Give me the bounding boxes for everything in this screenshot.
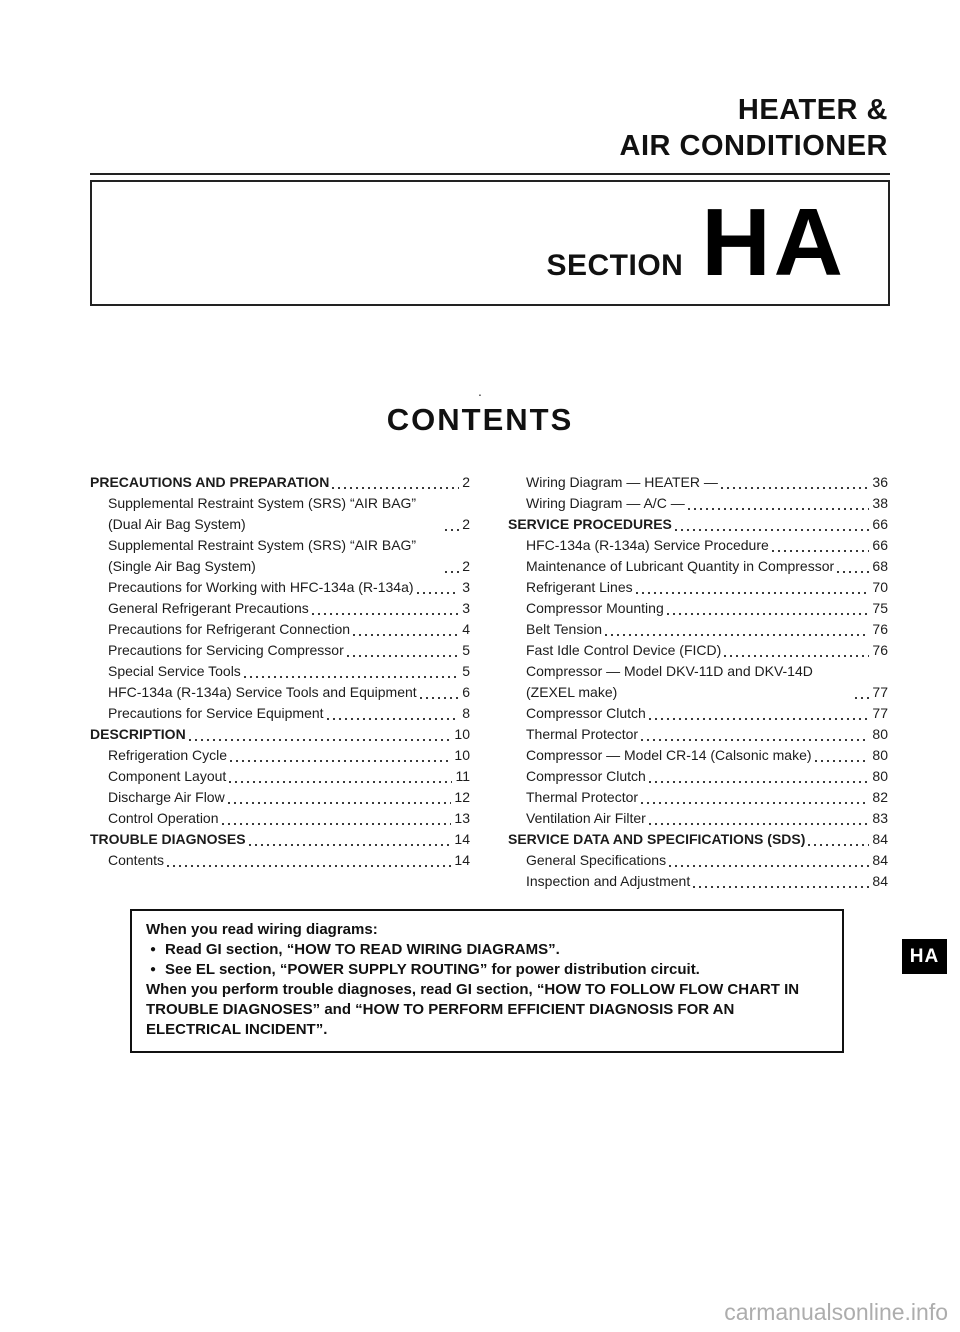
toc-entry-label: Fast Idle Control Device (FICD) <box>526 642 722 658</box>
toc-entry <box>508 724 888 745</box>
toc-entry <box>508 493 888 514</box>
toc-entry-label: HFC-134a (R-134a) Service Tools and Equipment <box>108 684 417 700</box>
bullet-icon: ● <box>150 944 157 955</box>
toc-leader-dots <box>230 760 451 762</box>
toc-entry-page: 76 <box>872 642 888 658</box>
toc-leader-dots <box>353 634 459 636</box>
toc-entry <box>508 640 888 661</box>
notice-text: When you perform trouble diagnoses, read GI section, “HOW TO FOLLOW FLOW CHART IN TROUBLE DIAGNOSES” and “HOW TO PERFORM EFFICIENT DIAGNOSIS FOR AN ELECTRICAL INCIDENT”. <box>146 981 800 1038</box>
toc-entry-page: 4 <box>462 621 470 637</box>
toc-column-left <box>90 472 470 892</box>
toc-entry-label: HFC-134a (R-134a) Service Procedure <box>526 537 769 553</box>
toc-leader-dots <box>347 655 459 657</box>
toc-leader-dots <box>675 529 870 531</box>
toc-entry <box>508 577 888 598</box>
section-box <box>90 180 890 306</box>
toc-leader-dots <box>772 550 870 552</box>
toc-entry-label: Special Service Tools <box>108 663 241 679</box>
notice-text: Read GI section, “HOW TO READ WIRING DIAGRAMS”. <box>165 941 560 958</box>
toc-leader-dots <box>724 655 869 657</box>
toc-leader-dots <box>815 760 870 762</box>
toc-entry-label: Compressor Mounting <box>526 600 664 616</box>
toc-entry <box>508 661 888 703</box>
toc-entry-label: Compressor Clutch <box>526 705 646 721</box>
toc-leader-dots <box>420 697 460 699</box>
section-tab: HA <box>902 939 947 974</box>
toc-entry-label: Precautions for Service Equipment <box>108 705 324 721</box>
toc-entry <box>90 703 470 724</box>
toc-entry-page: 80 <box>872 726 888 742</box>
toc-leader-dots <box>649 718 870 720</box>
toc-entry-page: 5 <box>462 642 470 658</box>
toc-entry <box>508 745 888 766</box>
toc-leader-dots <box>312 613 459 615</box>
toc-entry <box>508 598 888 619</box>
toc-entry-page: 84 <box>872 831 888 847</box>
toc-entry-label: DESCRIPTION <box>90 726 186 742</box>
toc-leader-dots <box>693 886 869 888</box>
toc-entry-label: Belt Tension <box>526 621 603 637</box>
toc-entry <box>90 682 470 703</box>
toc-leader-dots <box>721 487 870 489</box>
toc-entry-label: Precautions for Servicing Compressor <box>108 642 344 658</box>
toc-entry-page: 6 <box>462 684 470 700</box>
toc-column-right <box>508 472 888 892</box>
toc-leader-dots <box>417 592 460 594</box>
section-label: SECTION <box>546 249 684 282</box>
toc-entry <box>508 808 888 829</box>
toc-entry-label: Contents <box>108 852 165 868</box>
toc-leader-dots <box>445 571 459 573</box>
toc-entry <box>508 871 888 892</box>
toc-leader-dots <box>855 697 869 699</box>
toc-entry <box>90 766 470 787</box>
chapter-title-line2: AIR CONDITIONER <box>619 130 888 162</box>
table-of-contents <box>90 472 888 892</box>
toc-leader-dots <box>445 529 459 531</box>
toc-entry <box>508 829 888 850</box>
toc-entry <box>90 745 470 766</box>
toc-entry-label: SERVICE DATA AND SPECIFICATIONS (SDS) <box>508 831 806 847</box>
toc-entry-page: 76 <box>872 621 888 637</box>
section-title <box>546 188 846 298</box>
toc-entry <box>90 493 470 535</box>
toc-entry-page: 80 <box>872 747 888 763</box>
toc-entry-page: 10 <box>454 747 470 763</box>
toc-entry <box>90 640 470 661</box>
toc-entry <box>508 514 888 535</box>
toc-entry-label: SERVICE PROCEDURES <box>508 516 672 532</box>
toc-entry-label: Supplemental Restraint System (SRS) “AIR BAG” (Single Air Bag System) <box>108 537 417 574</box>
watermark: carmanualsonline.info <box>724 1299 948 1325</box>
toc-leader-dots <box>189 739 452 741</box>
toc-entry-page: 2 <box>462 558 470 574</box>
toc-leader-dots <box>222 823 452 825</box>
toc-leader-dots <box>669 865 869 867</box>
toc-entry-label: Supplemental Restraint System (SRS) “AIR BAG” (Dual Air Bag System) <box>108 495 417 532</box>
toc-entry-label: Thermal Protector <box>526 726 639 742</box>
toc-entry-label: General Specifications <box>526 852 667 868</box>
notice-text: When you read wiring diagrams: <box>146 921 378 938</box>
toc-entry-page: 36 <box>872 474 888 490</box>
toc-entry <box>90 724 470 745</box>
toc-leader-dots <box>229 781 452 783</box>
toc-entry-label: Wiring Diagram — HEATER — <box>526 474 718 490</box>
chapter-title <box>0 0 888 164</box>
toc-entry-page: 84 <box>872 873 888 889</box>
toc-entry-label: Ventilation Air Filter <box>526 810 646 826</box>
toc-entry-page: 82 <box>872 789 888 805</box>
toc-leader-dots <box>688 508 870 510</box>
toc-entry <box>508 472 888 493</box>
toc-entry-page: 66 <box>872 537 888 553</box>
toc-entry-page: 2 <box>462 516 470 532</box>
toc-entry-label: Thermal Protector <box>526 789 639 805</box>
toc-entry-page: 38 <box>872 495 888 511</box>
toc-entry-page: 3 <box>462 579 470 595</box>
toc-entry <box>508 535 888 556</box>
notice-text: See EL section, “POWER SUPPLY ROUTING” for power distribution circuit. <box>165 961 700 978</box>
toc-leader-dots <box>837 571 869 573</box>
toc-entry <box>90 598 470 619</box>
toc-entry-page: 5 <box>462 663 470 679</box>
stray-dot: · <box>477 386 483 402</box>
toc-entry-label: Compressor — Model CR-14 (Calsonic make) <box>526 747 812 763</box>
toc-entry <box>90 535 470 577</box>
notice-line <box>146 920 828 940</box>
toc-entry-page: 10 <box>454 726 470 742</box>
toc-entry <box>508 556 888 577</box>
toc-entry <box>508 850 888 871</box>
toc-entry <box>508 619 888 640</box>
toc-leader-dots <box>249 844 452 846</box>
toc-entry <box>90 577 470 598</box>
toc-entry <box>90 787 470 808</box>
toc-entry-page: 77 <box>872 705 888 721</box>
toc-entry <box>90 619 470 640</box>
toc-entry-label: PRECAUTIONS AND PREPARATION <box>90 474 330 490</box>
toc-entry-page: 12 <box>454 789 470 805</box>
toc-entry-page: 75 <box>872 600 888 616</box>
toc-entry-label: General Refrigerant Precautions <box>108 600 309 616</box>
contents-title: CONTENTS <box>386 402 574 437</box>
toc-entry-page: 80 <box>872 768 888 784</box>
toc-leader-dots <box>667 613 870 615</box>
toc-entry-label: Refrigerant Lines <box>526 579 633 595</box>
toc-leader-dots <box>327 718 460 720</box>
toc-entry-page: 3 <box>462 600 470 616</box>
toc-leader-dots <box>649 823 870 825</box>
toc-entry <box>90 472 470 493</box>
toc-entry <box>90 850 470 871</box>
toc-entry-page: 2 <box>462 474 470 490</box>
toc-leader-dots <box>605 634 869 636</box>
toc-entry-page: 66 <box>872 516 888 532</box>
toc-entry-page: 11 <box>455 768 470 784</box>
toc-entry-page: 14 <box>454 852 470 868</box>
toc-entry-label: Inspection and Adjustment <box>526 873 691 889</box>
chapter-title-line1: HEATER & <box>737 94 888 126</box>
toc-leader-dots <box>636 592 870 594</box>
top-rule <box>90 173 890 175</box>
toc-leader-dots <box>641 739 869 741</box>
toc-entry-page: 84 <box>872 852 888 868</box>
toc-entry <box>90 808 470 829</box>
toc-leader-dots <box>808 844 869 846</box>
toc-entry-page: 14 <box>454 831 470 847</box>
toc-entry <box>508 766 888 787</box>
toc-entry-label: Discharge Air Flow <box>108 789 225 805</box>
section-code: HA <box>701 189 846 296</box>
toc-entry-label: Wiring Diagram — A/C — <box>526 495 685 511</box>
toc-leader-dots <box>649 781 870 783</box>
toc-entry-label: Compressor — Model DKV-11D and DKV-14D (ZEXEL make) <box>526 663 813 700</box>
toc-entry-label: Control Operation <box>108 810 219 826</box>
bullet-icon: ● <box>150 964 157 975</box>
toc-entry-label: Compressor Clutch <box>526 768 646 784</box>
toc-entry-page: 8 <box>462 705 470 721</box>
toc-entry <box>90 661 470 682</box>
notice-bullet-item <box>146 940 828 960</box>
notice-box <box>130 909 844 1053</box>
toc-leader-dots <box>228 802 452 804</box>
toc-entry-page: 83 <box>872 810 888 826</box>
toc-entry-label: Precautions for Refrigerant Connection <box>108 621 351 637</box>
toc-entry-page: 13 <box>454 810 470 826</box>
toc-leader-dots <box>641 802 869 804</box>
toc-entry-page: 77 <box>872 684 888 700</box>
notice-bullet-item <box>146 960 828 980</box>
toc-entry-label: Precautions for Working with HFC-134a (R-134a) <box>108 579 414 595</box>
toc-entry-label: TROUBLE DIAGNOSES <box>90 831 246 847</box>
notice-line <box>146 980 828 1040</box>
toc-leader-dots <box>167 865 451 867</box>
toc-entry <box>508 703 888 724</box>
toc-entry-label: Maintenance of Lubricant Quantity in Compressor <box>526 558 835 574</box>
toc-entry-label: Refrigeration Cycle <box>108 747 228 763</box>
toc-entry-page: 70 <box>872 579 888 595</box>
toc-leader-dots <box>332 487 459 489</box>
toc-entry <box>508 787 888 808</box>
toc-entry-page: 68 <box>872 558 888 574</box>
toc-entry <box>90 829 470 850</box>
toc-leader-dots <box>244 676 459 678</box>
toc-entry-label: Component Layout <box>108 768 227 784</box>
